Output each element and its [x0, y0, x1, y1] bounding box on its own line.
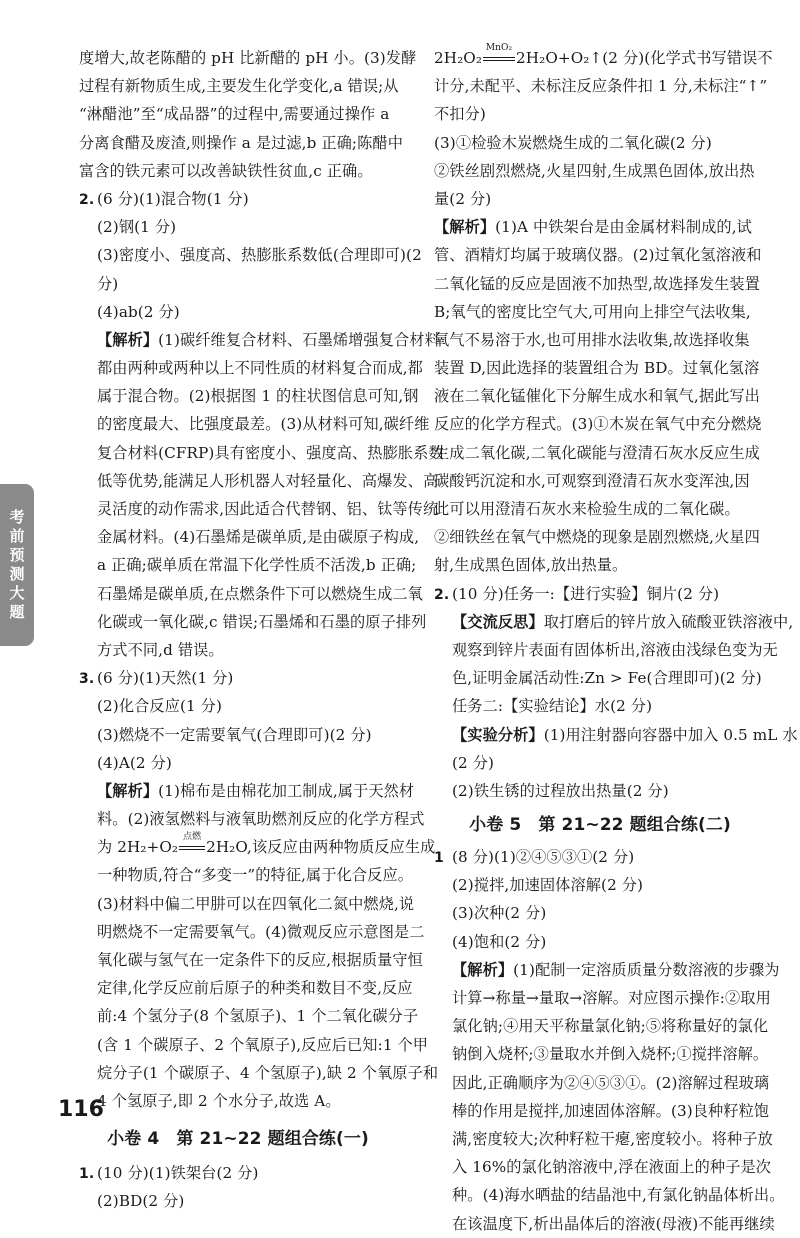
text-line: (4)饱和(2 分): [452, 932, 547, 951]
analysis-tag: 【解析】: [452, 960, 514, 979]
equation-products: 2H₂O,该反应由两种物质反应生成: [206, 838, 436, 857]
text-line: (2 分): [452, 753, 495, 772]
text-line: 分离食醋及废渣,则操作 a 是过滤,b 正确;陈醋中: [79, 133, 404, 152]
text-line: a 正确;碳单质在常温下化学性质不活泼,b 正确;: [97, 556, 417, 575]
text-line: (含 1 个碳原子、2 个氧原子),反应后已知:1 个甲: [97, 1035, 429, 1054]
text-line: ②细铁丝在氧气中燃烧的现象是剧烈燃烧,火星四: [434, 528, 760, 547]
text-line: (6 分)(1)天然(1 分): [97, 669, 234, 688]
text-line: 过程有新物质生成,主要发生化学变化,a 错误;从: [79, 77, 399, 96]
text-line: (2)钢(1 分): [97, 218, 177, 237]
text-line: 分): [97, 274, 119, 293]
text-line: 金属材料。(4)石墨烯是碳单质,是由碳原子构成,: [97, 528, 420, 547]
text-line: 此可以用澄清石灰水来检验生成的二氧化碳。: [434, 500, 740, 518]
text-line: (1)配制一定溶质质量分数溶液的步骤为: [513, 960, 780, 979]
text-line: (10 分)任务一:【进行实验】铜片(2 分): [452, 584, 720, 603]
text-line: 石墨烯是碳单质,在点燃条件下可以燃烧生成二氧: [97, 584, 423, 603]
reaction-condition: MnO₂: [485, 43, 513, 53]
text-line: (2)BD(2 分): [97, 1192, 185, 1211]
text-line: 灵活度的动作需求,因此适合代替钢、铝、钛等传统: [97, 500, 439, 518]
text-line: 入 16%的氯化钠溶液中,浮在液面上的种子是次: [452, 1158, 772, 1177]
text-line: ②铁丝剧烈燃烧,火星四射,生成黑色固体,放出热: [434, 161, 755, 180]
text-line: 量(2 分): [434, 189, 492, 208]
reflection-tag: 【交流反思】: [452, 612, 544, 631]
text-line: 反应的化学方程式。(3)①木炭在氧气中充分燃烧: [434, 415, 762, 434]
text-line: 一种物质,符合“多变一”的特征,属于化合反应。: [97, 866, 414, 885]
question-number: 1: [434, 850, 444, 867]
left-column: [79, 44, 444, 1216]
experiment-analysis-tag: 【实验分析】: [452, 725, 544, 744]
section-heading-quiz-5: 小卷 5 第 21~22 题组合练(二): [469, 815, 731, 836]
text-line: “淋醋池”至“成品器”的过程中,需要通过操作 a: [79, 105, 390, 124]
text-line: 定律,化学反应前后原子的种类和数目不变,反应: [97, 979, 413, 998]
section-heading-quiz-4: 小卷 4 第 21~22 题组合练(一): [107, 1129, 369, 1150]
text-line: 棒的作用是搅拌,加速固体溶解。(3)良种籽粒饱: [452, 1101, 770, 1120]
equation-reactants: 为 2H₂+O₂: [97, 838, 179, 857]
text-line: 不扣分): [434, 105, 486, 124]
side-tab-exam-prediction: [0, 484, 34, 646]
text-line: (2)搅拌,加速固体溶解(2 分): [452, 876, 644, 895]
text-line: 度增大,故老陈醋的 pH 比新醋的 pH 小。(3)发酵: [79, 49, 417, 67]
text-line: 色,证明金属活动性:Zn > Fe(合理即可)(2 分): [452, 669, 762, 688]
answer-q2: [79, 185, 444, 664]
text-line: 在该温度下,析出晶体后的溶液(母液)不能再继续: [452, 1214, 775, 1233]
text-line: (3)次种(2 分): [452, 904, 547, 923]
text-line: B;氧气的密度比空气大,可用向上排空气法收集,: [434, 302, 751, 321]
side-tab-label: 考前预测大题: [9, 508, 25, 621]
text-line: (1)A 中铁架台是由金属材料制成的,试: [495, 218, 752, 237]
text-line: (10 分)(1)铁架台(2 分): [97, 1164, 259, 1183]
text-line: 富含的铁元素可以改善缺铁性贫血,c 正确。: [79, 161, 373, 180]
text-line: 方式不同,d 错误。: [97, 640, 224, 659]
question-number: 2.: [79, 191, 95, 208]
text-line: 前:4 个氢分子(8 个氢原子)、1 个二氧化碳分子: [97, 1007, 419, 1026]
text-line: 复合材料(CFRP)具有密度小、强度高、热膨胀系数: [97, 443, 444, 462]
reaction-arrow: [178, 832, 206, 855]
page-number: 116: [58, 1097, 104, 1122]
analysis-tag: 【解析】: [97, 330, 159, 349]
text-line: 二氧化锰的反应是固液不加热型,故选择发生装置: [434, 274, 760, 293]
text-line: (1)碳纤维复合材料、石墨烯增强复合材料: [158, 330, 440, 349]
text-line: (4)A(2 分): [97, 753, 172, 772]
text-line: 满,密度较大;次种籽粒干瘪,密度较小。将种子放: [452, 1129, 773, 1148]
text-line: (2)铁生锈的过程放出热量(2 分): [452, 781, 669, 800]
text-line: 低等优势,能满足人形机器人对轻量化、高爆发、高: [97, 471, 439, 490]
text-line: 明燃烧不一定需要氧气。(4)微观反应示意图是二: [97, 922, 425, 941]
text-line: 任务二:【实验结论】水(2 分): [452, 697, 653, 716]
text-line: 都由两种或两种以上不同性质的材料复合而成,都: [97, 359, 423, 378]
text-line: 计算→称量→量取→溶解。对应图示操作:②取用: [452, 989, 771, 1007]
text-line: (1)棉布是由棉花加工制成,属于天然材: [158, 781, 415, 800]
analysis-tag: 【解析】: [97, 781, 159, 800]
text-line: 料。(2)液氢燃料与液氧助燃剂反应的化学方程式: [97, 810, 425, 829]
analysis-tag: 【解析】: [434, 218, 496, 237]
text-line: 碳酸钙沉淀和水,可观察到澄清石灰水变浑浊,因: [434, 471, 750, 490]
text-line: 观察到锌片表面有固体析出,溶液由浅绿色变为无: [452, 640, 778, 659]
quiz4-answer-q1: [79, 1159, 411, 1215]
text-line: 计分,未配平、未标注反应条件扣 1 分,未标注“↑”: [434, 77, 768, 96]
quiz5-answer-q1: [434, 843, 785, 1238]
text-line: (3)燃烧不一定需要氧气(合理即可)(2 分): [97, 725, 372, 744]
equation-line: [434, 43, 773, 72]
text-line: 液在二氧化锰催化下分解生成水和氧气,据此写出: [434, 387, 760, 406]
question-number: 1.: [79, 1166, 95, 1183]
text-line: (4)ab(2 分): [97, 302, 180, 321]
text-line: 化碳或一氧化碳,c 错误;石墨烯和石墨的原子排列: [97, 612, 427, 631]
question-number: 3.: [79, 671, 95, 688]
text-line: 氧气不易溶于水,也可用排水法收集,故选择收集: [434, 330, 750, 349]
text-line: 管、酒精灯均属于玻璃仪器。(2)过氧化氢溶液和: [434, 246, 762, 265]
text-line: (3)密度小、强度高、热膨胀系数低(合理即可)(2: [97, 246, 422, 265]
text-line: 生成二氧化碳,二氧化碳能与澄清石灰水反应生成: [434, 443, 760, 462]
text-line: (3)①检验木炭燃烧生成的二氧化碳(2 分): [434, 133, 712, 152]
text-line: (8 分)(1)②④⑤③①(2 分): [452, 848, 635, 867]
reaction-condition: 点燃: [182, 832, 202, 843]
text-line: 氧化碳与氢气在一定条件下的反应,根据质量守恒: [97, 951, 423, 969]
text-line: (2)化合反应(1 分): [97, 697, 222, 716]
text-line: 4 个氢原子,即 2 个水分子,故选 A。: [97, 1091, 341, 1110]
right-column: [434, 43, 798, 1238]
quiz4-answer-q2: [434, 580, 798, 806]
question-number: 2.: [434, 586, 450, 603]
text-line: (3)材料中偏二甲肼可以在四氧化二氮中燃烧,说: [97, 894, 415, 913]
text-line: (6 分)(1)混合物(1 分): [97, 189, 249, 208]
text-line: 的密度最大、比强度最差。(3)从材料可知,碳纤维: [97, 415, 430, 434]
text-line: 取打磨后的锌片放入硫酸亚铁溶液中,: [543, 612, 794, 631]
text-line: 烷分子(1 个碳原子、4 个氢原子),缺 2 个氧原子和: [97, 1063, 439, 1082]
text-line: 射,生成黑色固体,放出热量。: [434, 556, 628, 575]
text-line: 种。(4)海水晒盐的结晶池中,有氯化钠晶体析出。: [452, 1186, 785, 1205]
text-line: 因此,正确顺序为②④⑤③①。(2)溶解过程玻璃: [452, 1073, 770, 1092]
answer-q3: [79, 664, 439, 1115]
reaction-arrow: [482, 43, 516, 66]
equation-reactants: 2H₂O₂: [434, 49, 483, 67]
equation-line: [79, 832, 436, 861]
text-line: (1)用注射器向容器中加入 0.5 mL 水: [543, 725, 798, 744]
text-line: 装置 D,因此选择的装置组合为 BD。过氧化氢溶: [434, 359, 760, 378]
text-line: 属于混合物。(2)根据图 1 的柱状图信息可知,钢: [97, 387, 419, 406]
text-line: 氯化钠;④用天平称量氯化钠;⑤将称量好的氯化: [452, 1017, 769, 1036]
equation-products: 2H₂O+O₂↑(2 分)(化学式书写错误不: [516, 49, 773, 67]
text-line: 钠倒入烧杯;③量取水并倒入烧杯;①搅拌溶解。: [452, 1045, 769, 1064]
